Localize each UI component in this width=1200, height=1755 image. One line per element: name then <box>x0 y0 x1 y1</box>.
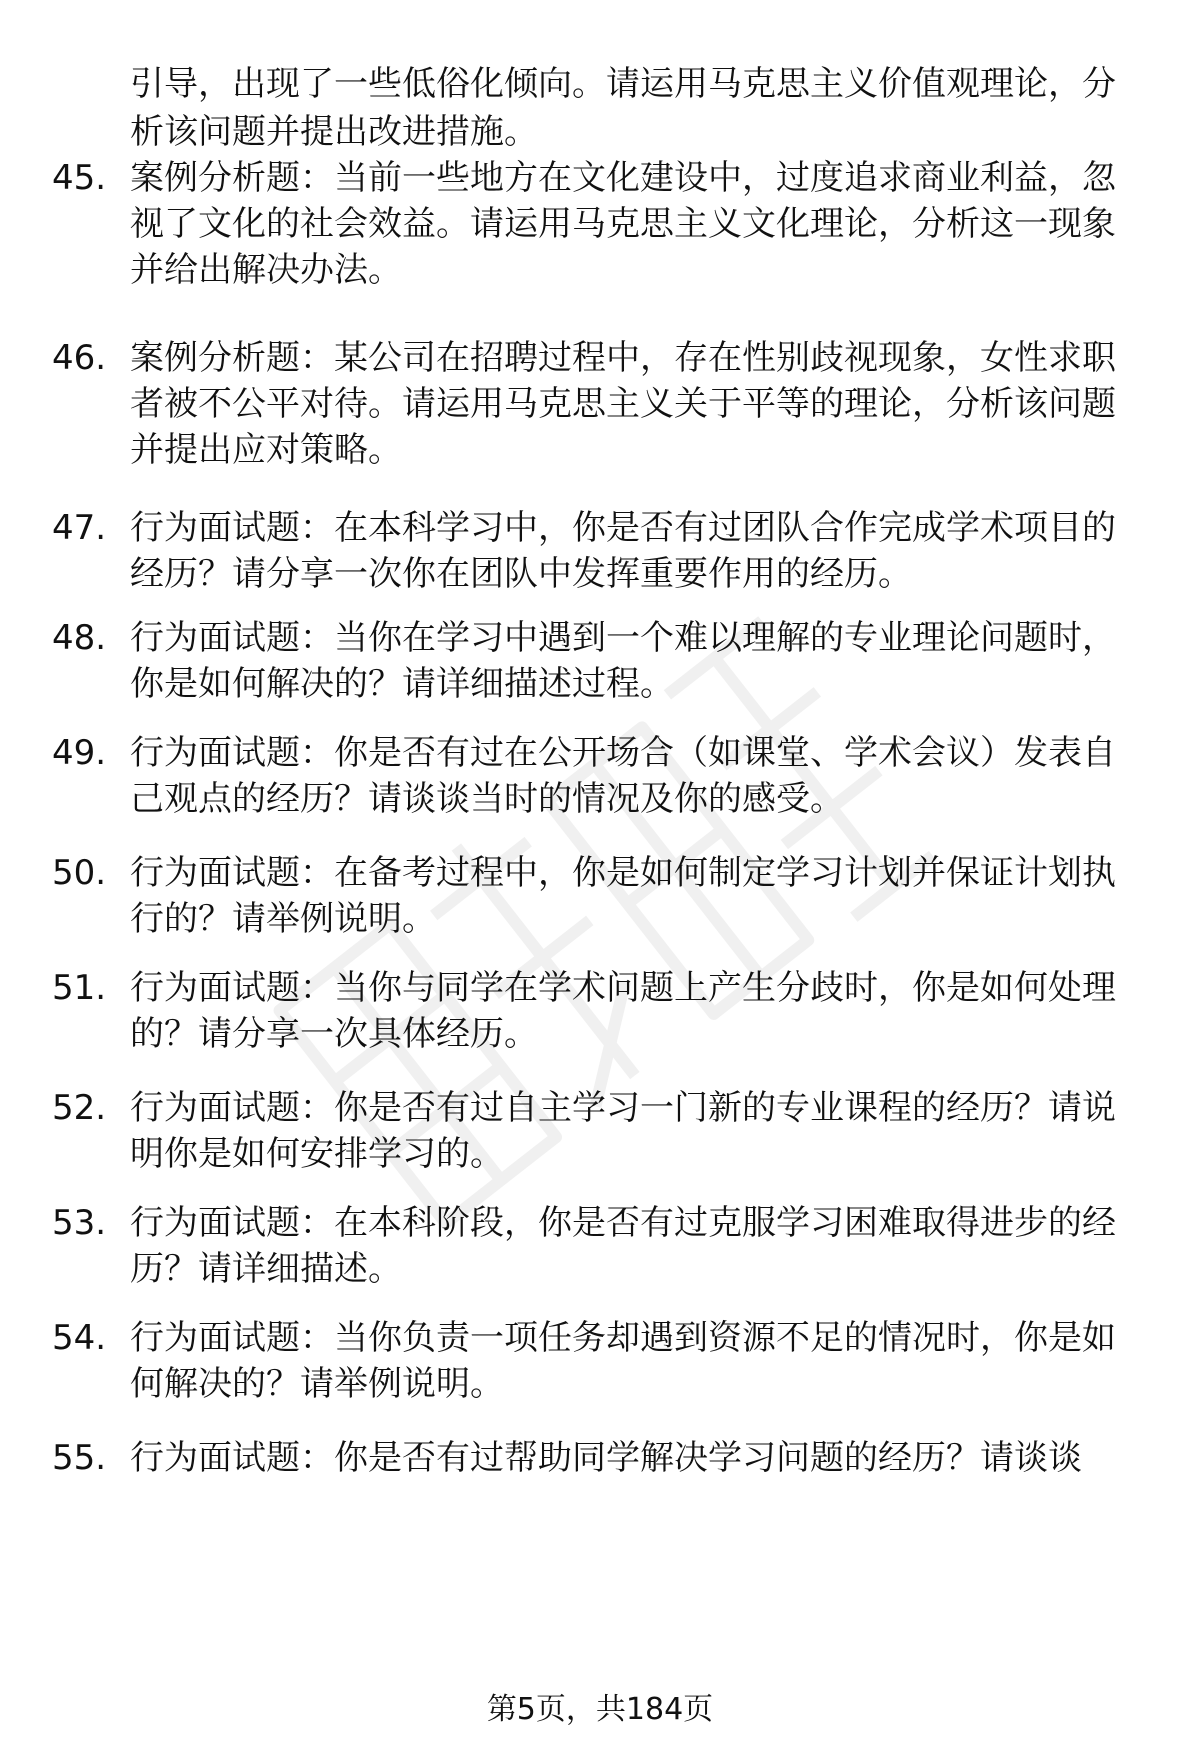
question-item <box>52 155 1142 293</box>
question-text: 行为面试题：在本科学习中，你是否有过团队合作完成学术项目的经历？请分享一次你在团队中发挥重要作用的经历。 <box>130 508 1116 594</box>
question-number: 54. <box>52 1318 107 1358</box>
question-text: 行为面试题：你是否有过在公开场合（如课堂、学术会议）发表自己观点的经历？请谈谈当时的情况及你的感受。 <box>130 733 1116 819</box>
question-number: 45. <box>52 158 107 198</box>
question-text: 案例分析题：某公司在招聘过程中，存在性别歧视现象，女性求职者被不公平对待。请运用马克思主义关于平等的理论，分析该问题并提出应对策略。 <box>130 338 1116 470</box>
page-indicator: 第5页，共184页 <box>486 1692 714 1727</box>
question-number: 49. <box>52 733 107 773</box>
continued-question-text: 引导，出现了一些低俗化倾向。请运用马克思主义价值观理论，分析该问题并提出改进措施。 <box>130 64 1116 152</box>
question-text: 行为面试题：在备考过程中，你是如何制定学习计划并保证计划执行的？请举例说明。 <box>130 853 1116 939</box>
question-item <box>52 505 1142 597</box>
question-text: 行为面试题：当你在学习中遇到一个难以理解的专业理论问题时，你是如何解决的？请详细描述过程。 <box>130 618 1116 704</box>
question-number: 50. <box>52 853 107 893</box>
question-number: 48. <box>52 618 107 658</box>
question-item <box>52 335 1142 473</box>
question-number: 46. <box>52 338 107 378</box>
question-number: 52. <box>52 1088 107 1128</box>
question-item <box>52 850 1142 942</box>
question-item <box>52 1435 1142 1481</box>
question-text: 行为面试题：你是否有过帮助同学解决学习问题的经历？请谈谈 <box>130 1438 1082 1478</box>
question-item <box>52 965 1142 1057</box>
question-number: 47. <box>52 508 107 548</box>
question-number: 51. <box>52 968 107 1008</box>
question-item <box>52 730 1142 822</box>
question-number: 55. <box>52 1438 107 1478</box>
question-text: 案例分析题：当前一些地方在文化建设中，过度追求商业利益，忽视了文化的社会效益。请运用马克思主义文化理论，分析这一现象并给出解决办法。 <box>130 158 1116 290</box>
question-item <box>52 615 1142 707</box>
question-text: 行为面试题：在本科阶段，你是否有过克服学习困难取得进步的经历？请详细描述。 <box>130 1203 1116 1289</box>
question-item <box>52 1315 1142 1407</box>
question-text: 行为面试题：当你负责一项任务却遇到资源不足的情况时，你是如何解决的？请举例说明。 <box>130 1318 1116 1404</box>
question-text: 行为面试题：你是否有过自主学习一门新的专业课程的经历？请说明你是如何安排学习的。 <box>130 1088 1116 1174</box>
question-text: 行为面试题：当你与同学在学术问题上产生分歧时，你是如何处理的？请分享一次具体经历。 <box>130 968 1116 1054</box>
question-item <box>52 1200 1142 1292</box>
question-number: 53. <box>52 1203 107 1243</box>
question-item <box>52 1085 1142 1177</box>
